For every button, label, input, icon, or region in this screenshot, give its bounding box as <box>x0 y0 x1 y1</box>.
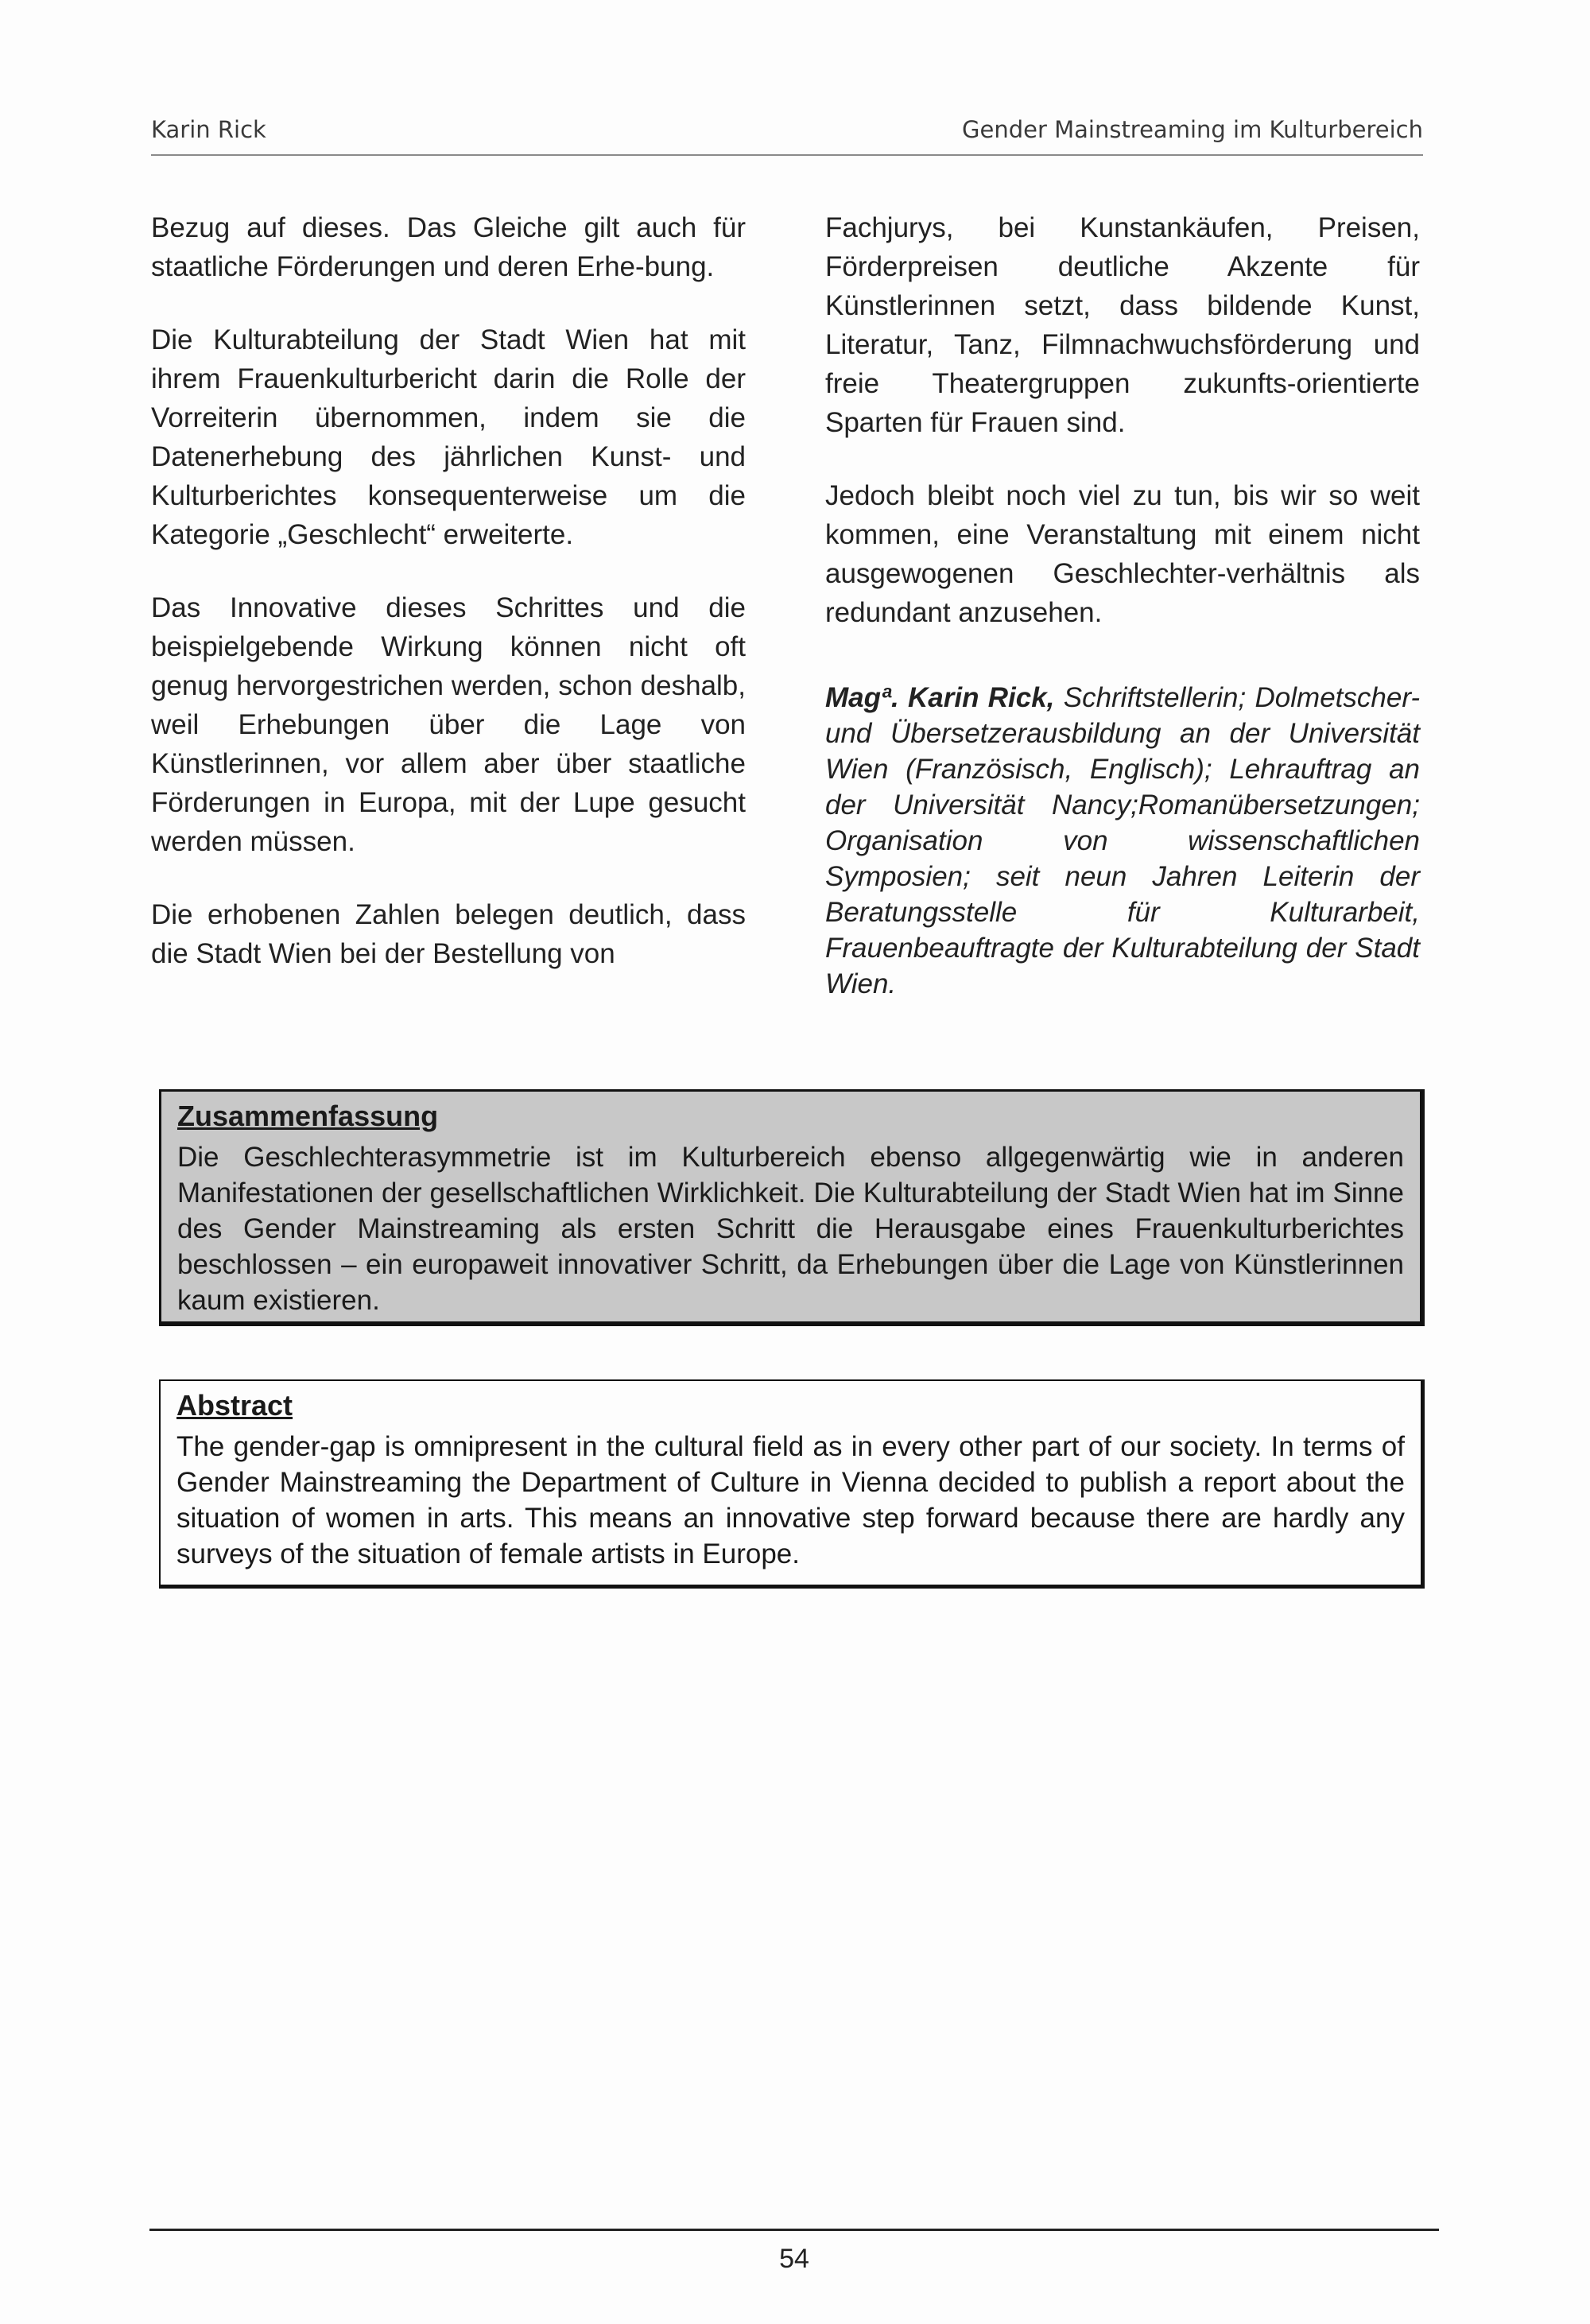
paragraph: Bezug auf dieses. Das Gleiche gilt auch für staatliche Förderungen und deren Erhe-bung. <box>151 212 746 282</box>
summary-title: Zusammenfassung <box>177 1100 439 1132</box>
paragraph: Jedoch bleibt noch viel zu tun, bis wir so weit kommen, eine Veranstaltung mit einem nicht ausgewogenen Geschlechter-verhältnis als redundant anzusehen. <box>825 480 1420 628</box>
abstract-title: Abstract <box>176 1389 293 1422</box>
paragraph: Die erhobenen Zahlen belegen deutlich, dass die Stadt Wien bei der Bestellung von <box>151 899 746 969</box>
summary-box <box>159 1089 1425 1326</box>
paragraph: Fachjurys, bei Kunstankäufen, Preisen, Förderpreisen deutliche Akzente für Künstlerinnen setzt, dass bildende Kunst, Literatur, Tanz, Filmnachwuchsförderung und freie Theatergruppen zukunfts-orientierte Sparten für Frauen sind. <box>825 212 1420 438</box>
abstract-box <box>159 1379 1425 1589</box>
header-author: Karin Rick <box>151 116 266 143</box>
paragraph: Die Kulturabteilung der Stadt Wien hat mit ihrem Frauenkulturbericht darin die Rolle der Vorreiterin übernommen, indem sie die Datenerhebung des jährlichen Kunst- und Kulturberichtes konsequenterweise um die Kategorie „Geschlecht“ erweiterte. <box>151 324 746 550</box>
running-header <box>151 108 1423 156</box>
author-bio-text: Schriftstellerin; Dolmetscher- und Übersetzerausbildung an der Universität Wien (Französisch, Englisch); Lehrauftrag an der Universität Nancy;Romanübersetzungen; Organisation von wissenschaftlichen Symposien; seit neun Jahren Leiterin der Beratungsstelle für Kulturarbeit, Frauenbeauftragte der Kulturabteilung der Stadt Wien. <box>825 682 1421 999</box>
left-text-column <box>151 208 746 1007</box>
abstract-text: The gender-gap is omnipresent in the cultural field as in every other part of our society. In terms of Gender Mainstreaming the Department of Culture in Vienna decided to publish a report about the situation of women in arts. This means an innovative step forward because there are hardly any surveys of the situation of female artists in Europe. <box>176 1431 1405 1569</box>
author-bio <box>825 680 1420 1002</box>
page-footer <box>149 2229 1439 2275</box>
page-number: 54 <box>779 2244 809 2274</box>
summary-text: Die Geschlechterasymmetrie ist im Kulturbereich ebenso allgegenwärtig wie in anderen Manifestationen der gesellschaftlichen Wirklichkeit. Die Kulturabteilung der Stadt Wien hat im Sinne des Gender Mainstreaming als ersten Schritt die Herausgabe eines Frauenkulturberichtes beschlossen – ein europaweit innovativer Schritt, da Erhebungen über die Lage von Künstlerinnen kaum existieren. <box>177 1142 1404 1316</box>
author-bio-name: Magª. Karin Rick, <box>825 682 1055 713</box>
right-text-column <box>825 208 1420 1002</box>
header-title: Gender Mainstreaming im Kulturbereich <box>962 116 1423 143</box>
paragraph: Das Innovative dieses Schrittes und die beispielgebende Wirkung können nicht oft genug hervorgestrichen werden, schon deshalb, weil Erhebungen über die Lage von Künstlerinnen, vor allem aber über staatliche Förderungen in Europa, mit der Lupe gesucht werden müssen. <box>151 592 746 857</box>
